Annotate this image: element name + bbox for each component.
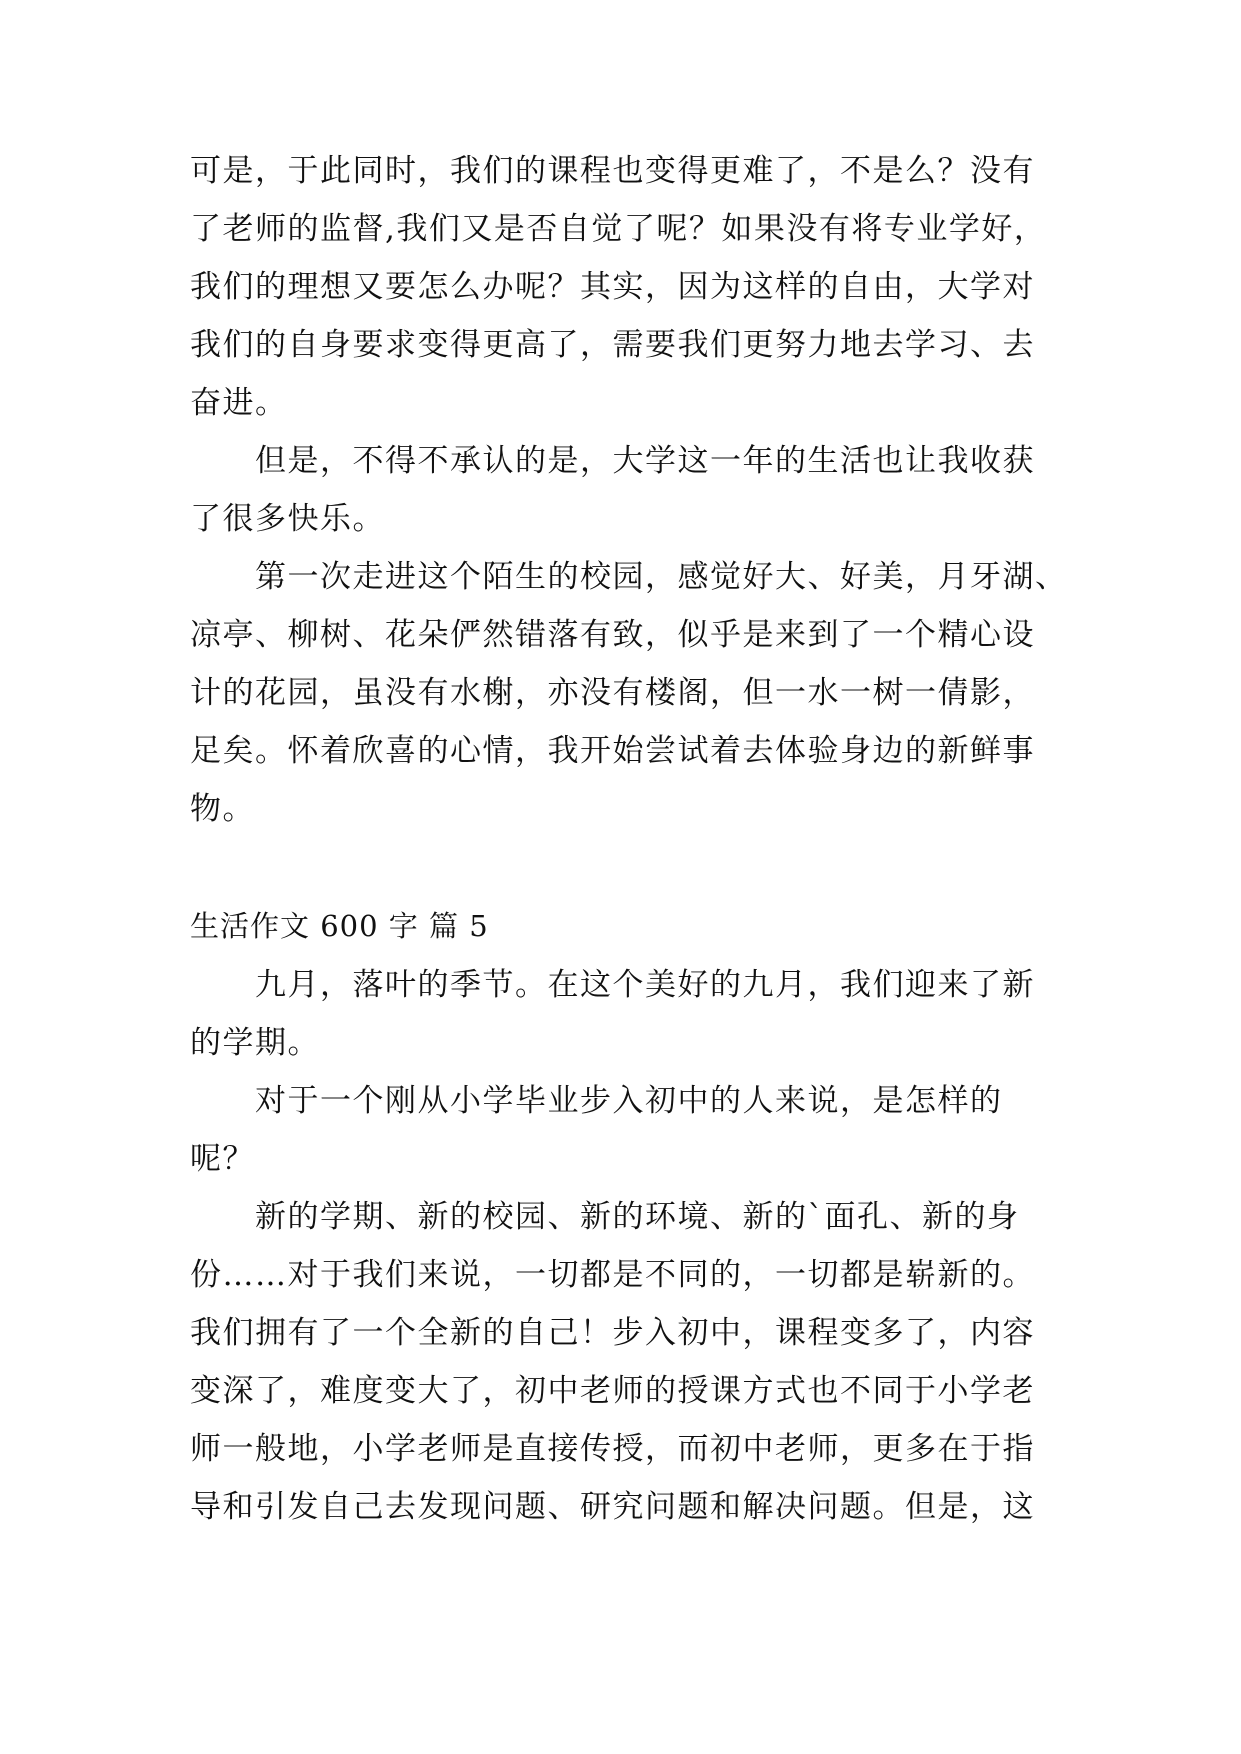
- paragraph-line: 凉亭、柳树、花朵俨然错落有致，似乎是来到了一个精心设: [190, 617, 1035, 653]
- paragraph-line: 了很多快乐。: [190, 501, 385, 537]
- paragraph-line: 物。: [190, 791, 255, 827]
- paragraph-line: 呢？: [190, 1141, 255, 1177]
- paragraph-line: 可是，于此同时，我们的课程也变得更难了，不是么？没有: [190, 153, 1035, 189]
- paragraph-line: 我们拥有了一个全新的自己！步入初中，课程变多了，内容: [190, 1315, 1035, 1351]
- paragraph-line: 对于一个刚从小学毕业步入初中的人来说，是怎样的: [190, 1083, 1003, 1119]
- paragraph-line: 的学期。: [190, 1025, 320, 1061]
- paragraph-line: 我们的理想又要怎么办呢？其实，因为这样的自由，大学对: [190, 269, 1035, 305]
- paragraph-line: 新的学期、新的校园、新的环境、新的`面孔、新的身: [190, 1199, 1020, 1235]
- paragraph-line: 师一般地，小学老师是直接传授，而初中老师，更多在于指: [190, 1431, 1035, 1467]
- paragraph-line: 我们的自身要求变得更高了，需要我们更努力地去学习、去: [190, 327, 1035, 363]
- paragraph-line: 变深了，难度变大了，初中老师的授课方式也不同于小学老: [190, 1373, 1035, 1409]
- paragraph-line: 九月，落叶的季节。在这个美好的九月，我们迎来了新: [190, 967, 1035, 1003]
- section-heading: 生活作文 600 字 篇 5: [190, 909, 489, 943]
- paragraph-line: 足矣。怀着欣喜的心情，我开始尝试着去体验身边的新鲜事: [190, 733, 1035, 769]
- paragraph-line: 计的花园，虽没有水榭，亦没有楼阁，但一水一树一倩影，: [190, 675, 1035, 711]
- paragraph-line: 导和引发自己去发现问题、研究问题和解决问题。但是，这: [190, 1489, 1035, 1525]
- paragraph-line: 第一次走进这个陌生的校园，感觉好大、好美，月牙湖、: [190, 559, 1068, 595]
- paragraph-line: 奋进。: [190, 385, 288, 421]
- paragraph-line: 但是，不得不承认的是，大学这一年的生活也让我收获: [190, 443, 1035, 479]
- paragraph-line: 了老师的监督,我们又是否自觉了呢？如果没有将专业学好，: [190, 211, 1047, 247]
- paragraph-line: 份……对于我们来说，一切都是不同的，一切都是崭新的。: [190, 1257, 1035, 1293]
